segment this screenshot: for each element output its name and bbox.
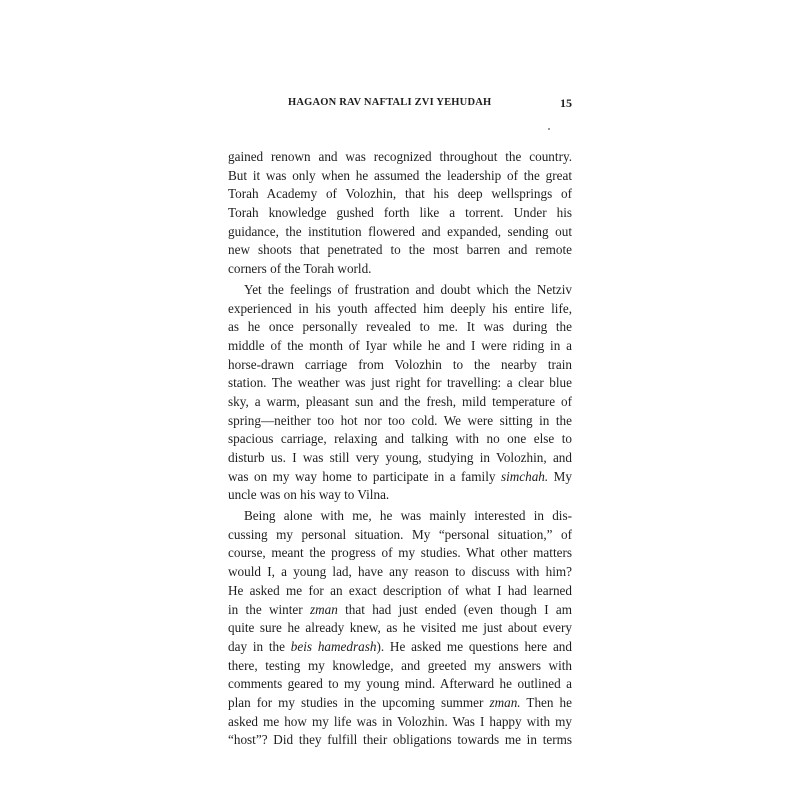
text-run: quite sure he already knew, as he visited me just about every	[228, 620, 572, 636]
print-speck	[548, 128, 550, 130]
text-run: My	[548, 468, 572, 484]
text-line	[228, 507, 572, 526]
text-line	[228, 713, 572, 732]
text-run: new shoots that penetrated to the most barren and remote	[228, 242, 572, 258]
text-run: cussing my personal situation. My “personal situation,” of	[228, 526, 572, 542]
text-run: there, testing my knowledge, and greeted my answers with	[228, 657, 572, 673]
page-number: 15	[560, 96, 572, 110]
text-run: Yet the feelings of frustration and doubt which the Netziv	[244, 281, 572, 297]
text-run: Torah Academy of Volozhin, that his deep wellsprings of	[228, 186, 572, 202]
running-head	[228, 97, 572, 117]
italic-term: zman.	[489, 694, 521, 710]
text-run: experienced in his youth affected him deeply his entire life,	[228, 300, 572, 316]
text-run: disturb us. I was still very young, studying in Volozhin, and	[228, 450, 572, 465]
text-run: ). He asked me questions here and	[376, 638, 572, 654]
text-line	[228, 318, 572, 337]
text-line	[228, 544, 572, 563]
text-run: guidance, the institution flowered and expanded, sending out	[228, 223, 572, 239]
text-line	[228, 260, 572, 279]
text-line	[228, 638, 572, 657]
text-line	[228, 694, 572, 713]
text-line	[228, 148, 572, 167]
text-run: spring—neither too hot nor too cold. We were sitting in the	[228, 412, 572, 428]
text-run: was on my way home to participate in a family	[228, 468, 501, 484]
text-run: comments geared to my young mind. Afterward he outlined a	[228, 676, 572, 692]
paragraph	[228, 281, 572, 505]
text-line	[228, 657, 572, 676]
text-run: would I, a young lad, have any reason to discuss with him?	[228, 564, 572, 580]
text-line	[228, 356, 572, 375]
text-run: middle of the month of Iyar while he and I were riding in a	[228, 337, 572, 353]
text-run: as he once personally revealed to me. It was during the	[228, 319, 572, 335]
running-title: HAGAON RAV NAFTALI ZVI YEHUDAH	[288, 97, 492, 108]
text-run: day in the	[228, 638, 291, 654]
text-line	[228, 223, 572, 242]
text-line	[228, 619, 572, 638]
text-run: corners of the Torah world.	[228, 261, 372, 277]
text-run: sky, a warm, pleasant sun and the fresh, mild temperature of	[228, 393, 572, 409]
text-run: station. The weather was just right for travelling: a clear blue	[228, 375, 572, 391]
text-line	[228, 675, 572, 694]
text-run: in the winter	[228, 601, 310, 617]
text-line	[228, 167, 572, 186]
text-line	[228, 563, 572, 582]
text-line	[228, 486, 572, 505]
text-run: But it was only when he assumed the leadership of the great	[228, 167, 572, 183]
text-line	[228, 374, 572, 393]
text-run: asked me how my life was in Volozhin. Was I happy with my	[228, 713, 572, 729]
text-run: uncle was on his way to Vilna.	[228, 487, 390, 503]
text-run: spacious carriage, relaxing and talking with no one else to	[228, 431, 572, 447]
text-run: Being alone with me, he was mainly interested in dis-	[244, 508, 572, 524]
text-run: plan for my studies in the upcoming summer	[228, 694, 490, 710]
paragraph	[228, 148, 572, 279]
text-line	[228, 449, 572, 468]
text-run: horse-drawn carriage from Volozhin to the nearby train	[228, 356, 572, 372]
text-run: Then he	[520, 694, 572, 710]
text-line	[228, 204, 572, 223]
text-line	[228, 412, 572, 431]
text-line	[228, 468, 572, 487]
italic-term: beis hamedrash	[290, 638, 377, 654]
text-line	[228, 526, 572, 545]
italic-term: zman	[309, 601, 338, 617]
text-run: that had just ended (even though I am	[337, 601, 572, 617]
text-run: course, meant the progress of my studies. What other matters	[228, 545, 572, 561]
text-line	[228, 185, 572, 204]
text-run: Torah knowledge gushed forth like a torrent. Under his	[228, 205, 572, 221]
text-line	[228, 582, 572, 601]
text-line	[228, 337, 572, 356]
text-line	[228, 393, 572, 412]
body-text	[228, 148, 572, 752]
text-line	[228, 601, 572, 620]
italic-term: simchah.	[500, 468, 549, 484]
text-run: He asked me for an exact description of what I had learned	[228, 582, 572, 598]
text-run: “host”? Did they fulfill their obligations towards me in terms	[228, 732, 572, 748]
text-line	[228, 300, 572, 319]
text-run: gained renown and was recognized throughout the country.	[228, 149, 572, 164]
text-line	[228, 241, 572, 260]
text-line	[228, 281, 572, 300]
paragraph	[228, 507, 572, 750]
text-line	[228, 731, 572, 750]
text-line	[228, 430, 572, 449]
